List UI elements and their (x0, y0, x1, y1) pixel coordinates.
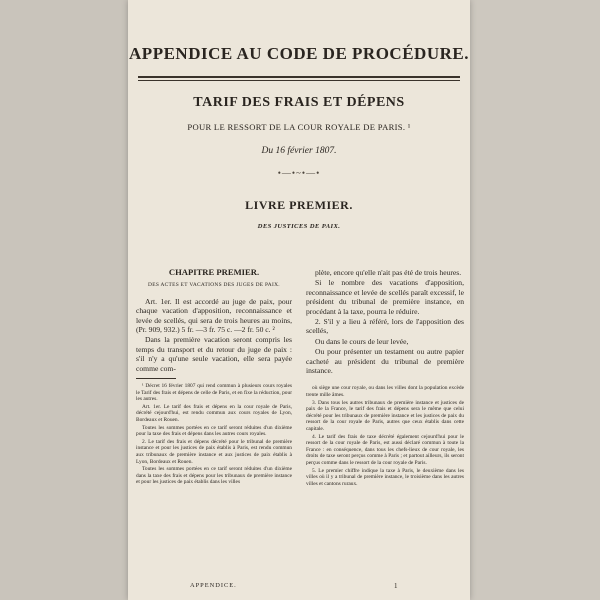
decree-date: Du 16 février 1807. (261, 146, 337, 156)
paragraph: Dans la première vacation seront compris les temps du transport et du retour du juge de paix : s'il n'y a qu'une seule vacation, elle sera payée comme com- (136, 335, 292, 373)
paragraph: Si le nombre des vacations d'apposition, reconnaissance et levée de scellés paraît excessif, le président du tribunal de première instance, en procédant à la taxe, pourra le réduire. (306, 278, 464, 316)
paragraph: Art. 1er. Il est accordé au juge de paix, pour chaque vacation d'apposition, reconnaissance et levée de scellés, qui sera de trois heures au moins, (Pr. 909, 932.) 5 fr. —3 fr. 75 c. —2 fr. 50 c. ² (136, 296, 292, 335)
title-rule-thin (138, 80, 460, 81)
left-column (136, 268, 292, 487)
footnote-separator (136, 378, 176, 379)
footnotes-left (136, 383, 292, 486)
footnote: Toutes les sommes portées en ce tarif seront réduites d'un dixième pour la taxe des frais et dépens dans les autres cours royales. (136, 424, 292, 438)
paragraph: plète, encore qu'elle n'ait pas été de trois heures. (315, 268, 462, 277)
footnote: ¹ Décret 16 février 1807 qui rend commun à plusieurs cours royales le Tarif des frais et dépens de celle de Paris, et en fixe la réduction, pour les autres. (136, 383, 292, 403)
paragraph: Ou pour présenter un testament ou autre papier cacheté au président du tribunal de première instance. (306, 347, 464, 376)
ornament-divider: •—•~•—• (277, 168, 321, 178)
chapter-heading: CHAPITRE PREMIER. (168, 267, 260, 277)
title-rule (138, 76, 460, 78)
section-heading: DES JUSTICES DE PAIX. (257, 223, 341, 230)
livre-heading: LIVRE PREMIER. (245, 198, 353, 212)
footnote: 5. Le premier chiffre indique la taxe à Paris, le deuxième dans les villes où il y a tribunal de première instance, le troisième dans les autres villes et cantons ruraux. (306, 467, 464, 487)
footnote: où siège une cour royale, ou dans les villes dont la population excède trente mille âmes. (306, 385, 464, 399)
paragraph: Ou dans le cours de leur levée, (315, 336, 409, 346)
chapter-subtitle: DES ACTES ET VACATIONS DES JUGES DE PAIX. (148, 282, 280, 289)
page-signature: APPENDICE. (190, 582, 237, 589)
paragraph: 2. S'il y a lieu à référé, lors de l'apposition des scellés, (306, 317, 464, 336)
footnote: 4. Le tarif des frais de taxe décrété également cejourd'hui pour le ressort de la cour royale de Paris, est aussi déclaré commun à toute la France : en conséquence, dans tous les chefs-lieux de cour royale, les droits de taxe seront perçus comme à Paris ; et partout ailleurs, ils seront perçus comme dans le ressort de la cour royale de Paris. (306, 433, 464, 466)
background-strip (470, 0, 600, 600)
footnote: 2. Le tarif des frais et dépens décrété pour le tribunal de première instance et pour les justices de paix établis à Paris, est rendu commun aux tribunaux de première instance et aux justices de paix établis à Lyon, Bordeaux et Rouen. (136, 438, 292, 465)
footnote: Toutes les sommes portées en ce tarif seront réduites d'un dixième dans la taxe des frais et dépens pour les tribunaux de première instance et pour les justices de paix établis dans les villes (136, 466, 292, 486)
page-number: 1 (394, 582, 398, 590)
ressort-subtitle: POUR LE RESSORT DE LA COUR ROYALE DE PARIS. ¹ (187, 122, 411, 132)
footnote: 3. Dans tous les autres tribunaux de première instance et justices de paix de la France, le tarif des frais et dépens sera le même que celui décrété pour les tribunaux de première instance et les justices de paix du ressort de la cour royale de Paris, autres que ceux établis dans cette capitale. (306, 399, 464, 433)
book-page (128, 0, 470, 600)
tarif-title: TARIF DES FRAIS ET DÉPENS (193, 95, 405, 110)
footnotes-right (306, 385, 464, 487)
footnote: Art. 1er. Le tarif des frais et dépens en la cour royale de Paris, décrété cejourd'hui, est rendu commun aux cours royales de Lyon, Bordeaux et Rouen. (136, 403, 292, 424)
main-title: APPENDICE AU CODE DE PROCÉDURE. (129, 44, 469, 63)
right-column (306, 268, 464, 488)
